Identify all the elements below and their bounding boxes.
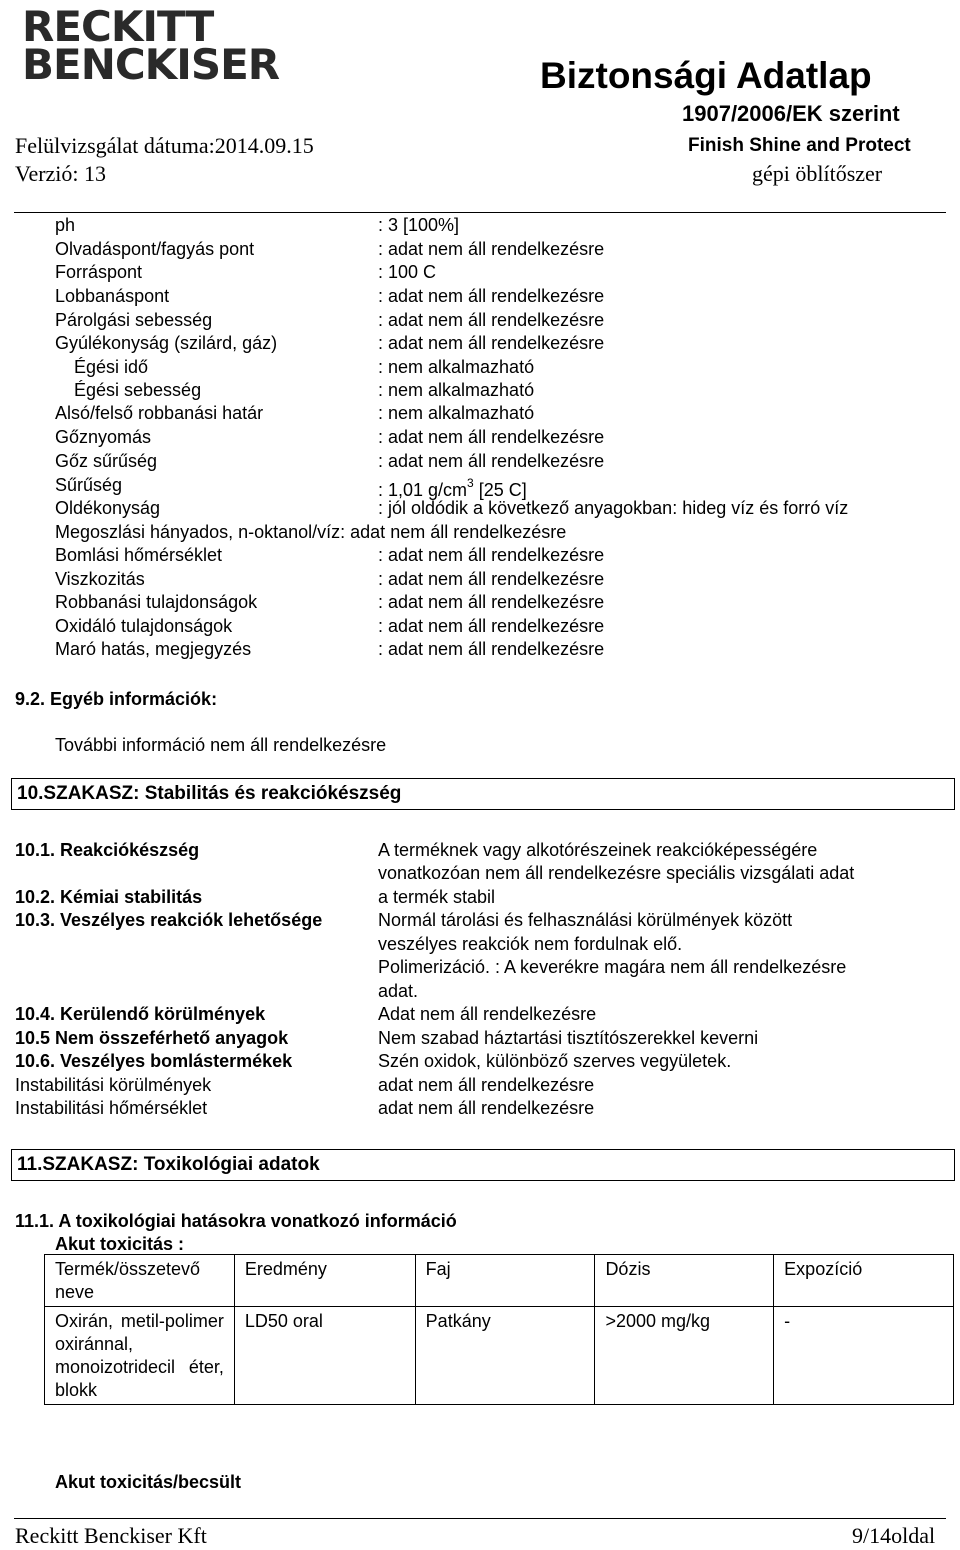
- table-cell: -: [774, 1307, 954, 1405]
- prop-label: Robbanási tulajdonságok: [55, 592, 258, 612]
- prop-value: : adat nem áll rendelkezésre: [378, 451, 605, 471]
- prop-value: : adat nem áll rendelkezésre: [378, 639, 605, 659]
- prop-value: : nem alkalmazható: [378, 380, 535, 400]
- table-cell: Oxirán, metil-polimer oxiránnal, monoizotridecil éter, blokk: [45, 1307, 235, 1405]
- document-title: Biztonsági Adatlap: [540, 55, 872, 96]
- header-divider: [14, 212, 946, 213]
- prop-label: Párolgási sebesség: [55, 310, 213, 330]
- prop-label: Oxidáló tulajdonságok: [55, 616, 233, 636]
- prop-value: : adat nem áll rendelkezésre: [378, 333, 605, 353]
- prop-label: Oldékonyság: [55, 498, 161, 518]
- section-11-1-heading: 11.1. A toxikológiai hatásokra vonatkozó információ: [15, 1211, 457, 1231]
- regulation-reference: 1907/2006/EK szerint: [682, 101, 900, 126]
- prop-label: Viszkozitás: [55, 569, 145, 589]
- prop-label: Sűrűség: [55, 475, 123, 495]
- prop-label: Bomlási hőmérséklet: [55, 545, 223, 565]
- footer-company: Reckitt Benckiser Kft: [15, 1523, 207, 1548]
- logo-line-1: RECKITT: [22, 2, 214, 51]
- stability-value-line: adat.: [378, 981, 419, 1001]
- density-exponent: 3: [467, 476, 474, 490]
- section-10-header: [11, 778, 955, 810]
- table-header-cell: Eredmény: [234, 1255, 415, 1307]
- stability-label: 10.3. Veszélyes reakciók lehetősége: [15, 910, 323, 930]
- stability-value-line: vonatkozóan nem áll rendelkezésre speciális vizsgálati adat: [378, 863, 855, 883]
- revision-date: Felülvizsgálat dátuma:2014.09.15: [15, 133, 314, 158]
- section-9-2-heading: 9.2. Egyéb információk:: [15, 689, 218, 709]
- stability-value-line: Szén oxidok, különböző szerves vegyületek.: [378, 1051, 732, 1071]
- prop-value: : adat nem áll rendelkezésre: [378, 310, 605, 330]
- stability-label: 10.2. Kémiai stabilitás: [15, 887, 203, 907]
- section-10-title: 10.SZAKASZ: Stabilitás és reakciókészség: [17, 783, 402, 804]
- table-cell: Patkány: [415, 1307, 595, 1405]
- table-header-row: [45, 1255, 954, 1307]
- stability-value-line: adat nem áll rendelkezésre: [378, 1098, 595, 1118]
- prop-label: Gőznyomás: [55, 427, 152, 447]
- prop-value: : adat nem áll rendelkezésre: [378, 545, 605, 565]
- product-name: Finish Shine and Protect: [688, 135, 911, 156]
- table-header-cell: Expozíció: [774, 1255, 954, 1307]
- acute-toxicity-heading: Akut toxicitás :: [55, 1234, 185, 1254]
- version: Verzió: 13: [15, 161, 107, 186]
- table-header-cell: Faj: [415, 1255, 595, 1307]
- stability-value-line: a termék stabil: [378, 887, 496, 907]
- stability-label: 10.5 Nem összeférhető anyagok: [15, 1028, 289, 1048]
- stability-value-line: A terméknek vagy alkotórészeinek reakcióképességére: [378, 840, 818, 860]
- prop-label: Gyúlékonyság (szilárd, gáz): [55, 333, 278, 353]
- prop-label: Gőz sűrűség: [55, 451, 158, 471]
- prop-value: : adat nem áll rendelkezésre: [378, 569, 605, 589]
- section-11-title: 11.SZAKASZ: Toxikológiai adatok: [17, 1154, 320, 1175]
- prop-value: : 3 [100%]: [378, 215, 460, 235]
- section-11-header: [11, 1149, 955, 1181]
- stability-label: Instabilitási hőmérséklet: [15, 1098, 208, 1118]
- prop-label: Alsó/felső robbanási határ: [55, 403, 264, 423]
- prop-label: Forráspont: [55, 262, 143, 282]
- footer-page-number: 9/14oldal: [852, 1523, 936, 1548]
- table-row: [45, 1307, 954, 1405]
- stability-label: 10.4. Kerülendő körülmények: [15, 1004, 266, 1024]
- prop-value: : adat nem áll rendelkezésre: [378, 239, 605, 259]
- prop-label: ph: [55, 215, 76, 235]
- prop-label: Égési idő: [74, 357, 149, 377]
- stability-value-line: Polimerizáció. : A keverékre magára nem áll rendelkezésre: [378, 957, 847, 977]
- stability-label: 10.6. Veszélyes bomlástermékek: [15, 1051, 293, 1071]
- density-temp: [25 C]: [473, 480, 527, 500]
- stability-value-line: Adat nem áll rendelkezésre: [378, 1004, 597, 1024]
- table-cell: >2000 mg/kg: [595, 1307, 774, 1405]
- prop-label: Égési sebesség: [74, 380, 202, 400]
- stability-value-line: Nem szabad háztartási tisztítószerekkel keverni: [378, 1028, 759, 1048]
- prop-label: Megoszlási hányados, n-oktanol/víz: adat nem áll rendelkezésre: [55, 522, 567, 542]
- section-9-2-text: További információ nem áll rendelkezésre: [55, 735, 387, 755]
- table-header-cell: Termék/összetevő neve: [45, 1255, 235, 1307]
- toxicity-table: [44, 1254, 954, 1405]
- company-logo: [22, 2, 280, 89]
- stability-value-line: Normál tárolási és felhasználási körülmények között: [378, 910, 793, 930]
- logo-line-2: BENCKISER: [22, 40, 280, 89]
- acute-toxicity-estimate-heading: Akut toxicitás/becsült: [55, 1472, 242, 1492]
- footer-divider: [14, 1518, 946, 1519]
- prop-label: Olvadáspont/fagyás pont: [55, 239, 255, 259]
- prop-value: : nem alkalmazható: [378, 357, 535, 377]
- prop-value: : jól oldódik a következő anyagokban: hideg víz és forró víz: [378, 498, 849, 518]
- stability-label: Instabilitási körülmények: [15, 1075, 212, 1095]
- prop-value: : adat nem áll rendelkezésre: [378, 592, 605, 612]
- prop-value: : adat nem áll rendelkezésre: [378, 286, 605, 306]
- stability-label: 10.1. Reakciókészség: [15, 840, 200, 860]
- prop-value: : adat nem áll rendelkezésre: [378, 427, 605, 447]
- prop-value: : nem alkalmazható: [378, 403, 535, 423]
- density-value: : 1,01 g/cm: [378, 480, 468, 500]
- stability-value-line: veszélyes reakciók nem fordulnak elő.: [378, 934, 683, 954]
- product-type: gépi öblítőszer: [752, 161, 883, 186]
- prop-label: Maró hatás, megjegyzés: [55, 639, 252, 659]
- stability-value-line: adat nem áll rendelkezésre: [378, 1075, 595, 1095]
- table-header-cell: Dózis: [595, 1255, 774, 1307]
- prop-label: Lobbanáspont: [55, 286, 170, 306]
- prop-value: : 100 C: [378, 262, 437, 282]
- table-cell: LD50 oral: [234, 1307, 415, 1405]
- prop-value: : adat nem áll rendelkezésre: [378, 616, 605, 636]
